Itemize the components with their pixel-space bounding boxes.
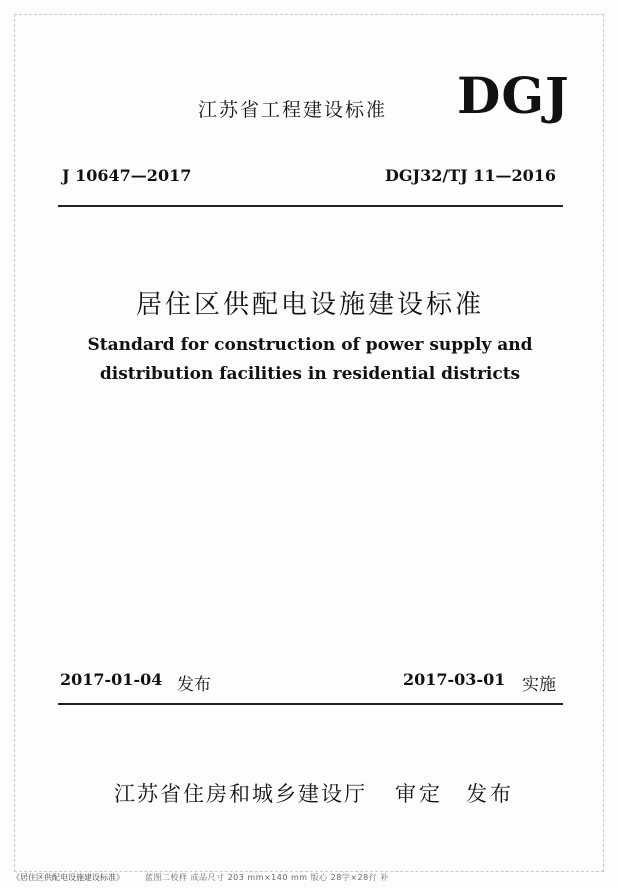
publisher-name: 江苏省住房和城乡建设厅 [114, 782, 367, 806]
title-english-line-2: distribution facilities in residential districts [99, 364, 521, 384]
title-chinese: 居住区供配电设施建设标准 [135, 290, 484, 320]
standard-series-code: DGJ [457, 66, 570, 125]
bottom-divider [58, 703, 563, 705]
standard-number: DGJ32/TJ 11—2016 [385, 166, 557, 185]
standard-series-name: 江苏省工程建设标准 [198, 99, 388, 121]
implementation-label: 实施 [522, 675, 556, 695]
page-border [14, 14, 604, 872]
footer-book-title: 《居住区供配电设施建设标准》 [12, 873, 124, 882]
issue-date: 2017-01-04 [60, 670, 163, 689]
record-number: J 10647—2017 [62, 166, 192, 185]
issue-label: 发布 [177, 675, 211, 695]
top-divider [58, 205, 563, 207]
publish-label: 发布 [466, 782, 514, 806]
approve-label: 审定 [395, 782, 443, 806]
footer-print-spec: 蓝图二校样 成品尺寸 203 mm×140 mm 版心 28字×28行 补 [145, 873, 389, 882]
title-english-line-1: Standard for construction of power supply and [87, 335, 533, 355]
implementation-date: 2017-03-01 [403, 670, 506, 689]
